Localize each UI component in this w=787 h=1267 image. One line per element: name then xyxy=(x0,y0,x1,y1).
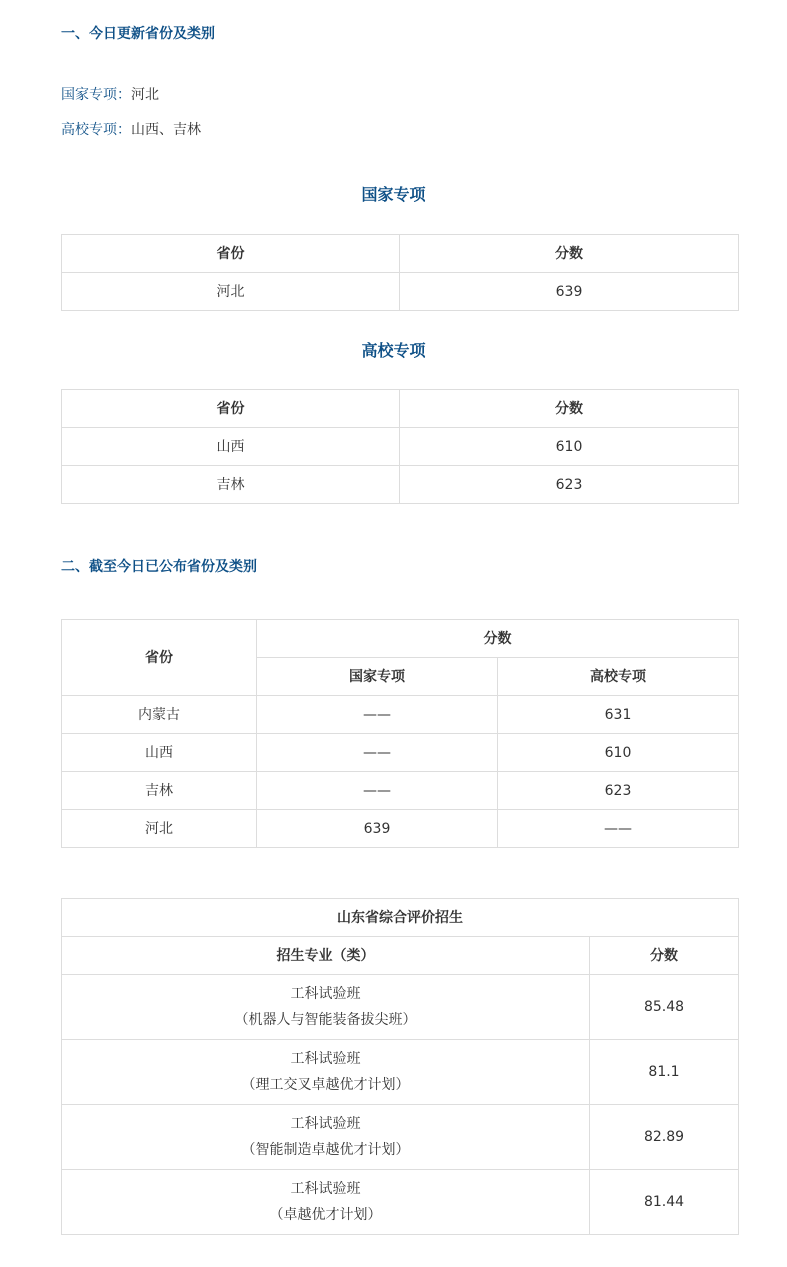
cell-score: 623 xyxy=(400,466,739,504)
college-table-title: 高校专项 xyxy=(361,341,426,360)
cell-major xyxy=(62,1170,590,1235)
national-update-label: 国家专项： xyxy=(61,87,131,103)
table-header-row xyxy=(62,620,739,658)
cell-college: 610 xyxy=(498,734,739,772)
cell-province: 吉林 xyxy=(62,772,257,810)
table-row xyxy=(62,696,739,734)
major-name: 工科试验班 xyxy=(290,1116,361,1132)
table-row xyxy=(62,1170,739,1235)
table-header-row xyxy=(62,937,739,975)
cell-score: 610 xyxy=(400,428,739,466)
cell-major xyxy=(62,1040,590,1105)
cell-province: 河北 xyxy=(62,273,400,311)
table-row xyxy=(62,772,739,810)
major-name: 工科试验班 xyxy=(290,1051,361,1067)
cell-national: 639 xyxy=(257,810,498,848)
table-row xyxy=(62,273,739,311)
cell-province: 山西 xyxy=(62,734,257,772)
major-detail: （智能制造卓越优才计划） xyxy=(241,1142,410,1158)
cell-national: —— xyxy=(257,772,498,810)
table-header-row xyxy=(62,390,739,428)
table-row xyxy=(62,428,739,466)
national-table xyxy=(61,234,739,311)
summary-table xyxy=(61,619,739,848)
table-header-row xyxy=(62,235,739,273)
section2-heading: 二、截至今日已公布省份及类别 xyxy=(61,559,257,575)
major-detail: （机器人与智能装备拔尖班） xyxy=(234,1012,417,1028)
cell-major xyxy=(62,1105,590,1170)
cell-score: 85.48 xyxy=(590,975,739,1040)
header-province: 省份 xyxy=(62,390,400,428)
header-score: 分数 xyxy=(257,620,739,658)
cell-score: 639 xyxy=(400,273,739,311)
national-update-value: 河北 xyxy=(131,87,159,103)
major-name: 工科试验班 xyxy=(290,1181,361,1197)
cell-score: 81.1 xyxy=(590,1040,739,1105)
table-row xyxy=(62,1105,739,1170)
shandong-table-title: 山东省综合评价招生 xyxy=(62,899,739,937)
header-college: 高校专项 xyxy=(498,658,739,696)
cell-national: —— xyxy=(257,696,498,734)
college-table xyxy=(61,389,739,504)
cell-national: —— xyxy=(257,734,498,772)
cell-province: 内蒙古 xyxy=(62,696,257,734)
header-national: 国家专项 xyxy=(257,658,498,696)
college-update-line xyxy=(61,120,201,140)
cell-province: 山西 xyxy=(62,428,400,466)
cell-province: 吉林 xyxy=(62,466,400,504)
national-table-title: 国家专项 xyxy=(361,185,426,204)
cell-college: 631 xyxy=(498,696,739,734)
cell-score: 82.89 xyxy=(590,1105,739,1170)
table-row xyxy=(62,466,739,504)
table-row xyxy=(62,734,739,772)
shandong-table xyxy=(61,898,739,1235)
table-row xyxy=(62,810,739,848)
college-update-label: 高校专项： xyxy=(61,122,131,138)
table-row xyxy=(62,1040,739,1105)
header-score: 分数 xyxy=(590,937,739,975)
cell-college: —— xyxy=(498,810,739,848)
cell-province: 河北 xyxy=(62,810,257,848)
header-major: 招生专业（类） xyxy=(62,937,590,975)
major-name: 工科试验班 xyxy=(290,986,361,1002)
header-province: 省份 xyxy=(62,620,257,696)
cell-score: 81.44 xyxy=(590,1170,739,1235)
national-update-line xyxy=(61,85,159,105)
header-province: 省份 xyxy=(62,235,400,273)
table-title-row xyxy=(62,899,739,937)
section1-heading: 一、今日更新省份及类别 xyxy=(61,26,215,42)
header-score: 分数 xyxy=(400,235,739,273)
major-detail: （卓越优才计划） xyxy=(269,1207,382,1223)
table-row xyxy=(62,975,739,1040)
header-score: 分数 xyxy=(400,390,739,428)
college-update-value: 山西、吉林 xyxy=(131,122,201,138)
cell-major xyxy=(62,975,590,1040)
cell-college: 623 xyxy=(498,772,739,810)
major-detail: （理工交叉卓越优才计划） xyxy=(241,1077,410,1093)
